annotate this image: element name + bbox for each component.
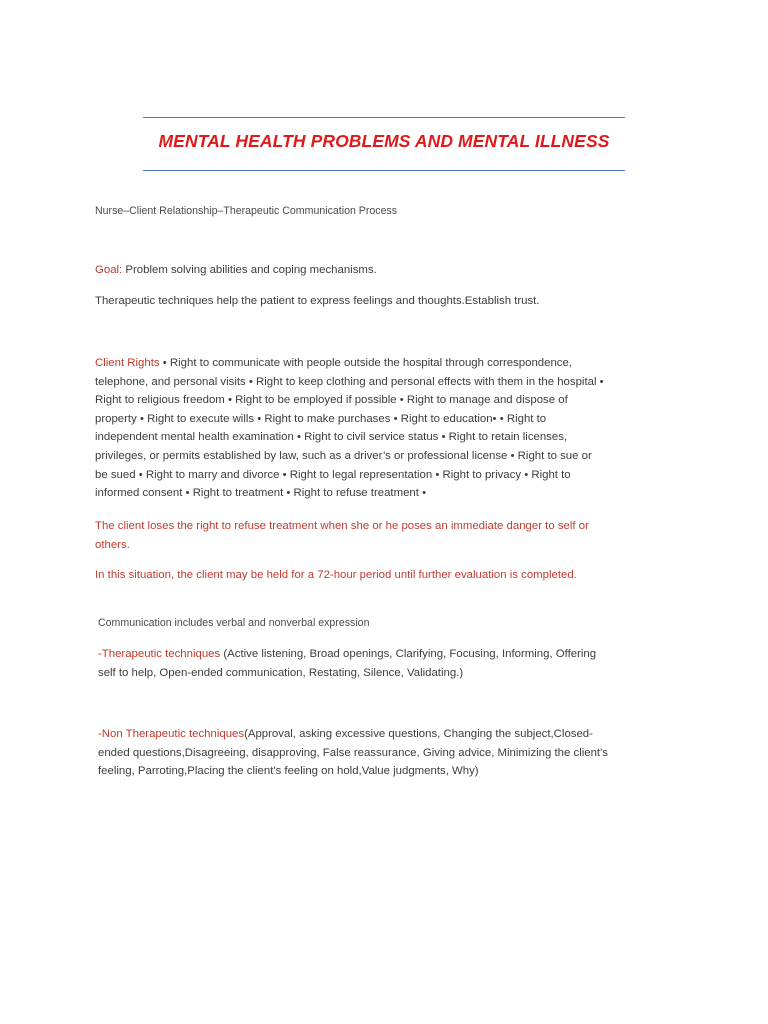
therapeutic-label: -Therapeutic techniques [98,648,221,660]
client-rights-text: • Right to communicate with people outside the hospital through correspondence, telephone, and personal visits • Right to keep clothing and personal effects with them in the hospital • Right to religious freedom • Right to be employed if possible • Right to manage and dispose of property • Right to execute wills • Right to make purchases • Right to education• • Right to independent mental health examination • Right to civil service status • Right to retain licenses, privileges, or permits established by law, such as a driver’s or professional license • Right to sue or be sued • Right to marry and divorce • Right to legal representation • Right to privacy • Right to informed consent • Right to treatment • Right to refuse treatment • [95,357,604,500]
therapeutic-techniques-paragraph [98,645,602,682]
goal-text: Problem solving abilities and coping mechanisms. [122,264,377,276]
refuse-note: The client loses the right to refuse treatment when she or he poses an immediate danger to self or others. [95,520,589,551]
goal-label: Goal: [95,264,123,276]
subtitle: Nurse–Client Relationship–Therapeutic Communication Process [95,205,398,217]
client-rights-label: Client Rights [95,357,160,369]
page-title: MENTAL HEALTH PROBLEMS AND MENTAL ILLNESS [158,131,610,151]
therapeutic-intro: Therapeutic techniques help the patient to express feelings and thoughts.Establish trust. [95,295,540,307]
non-therapeutic-techniques-paragraph [98,725,608,781]
title-bottom-rule [143,170,625,171]
title-top-rule [143,117,625,118]
communication-intro: Communication includes verbal and nonverbal expression [98,617,370,629]
non-therapeutic-text: (Approval, asking excessive questions, Changing the subject,Closed-ended questions,Disagreeing, disapproving, False reassurance, Giving advice, Minimizing the client's feeling, Parroting,Placing the client's feeling on hold,Value judgments, Why) [98,728,608,778]
hold-note: In this situation, the client may be held for a 72-hour period until further evaluation is completed. [95,569,577,581]
goal-paragraph [95,261,605,280]
non-therapeutic-label: -Non Therapeutic techniques [98,728,245,740]
therapeutic-text: (Active listening, Broad openings, Clarifying, Focusing, Informing, Offering self to help, Open-ended communication, Restating, Silence, Validating.) [98,648,597,679]
client-rights-paragraph [95,354,605,503]
